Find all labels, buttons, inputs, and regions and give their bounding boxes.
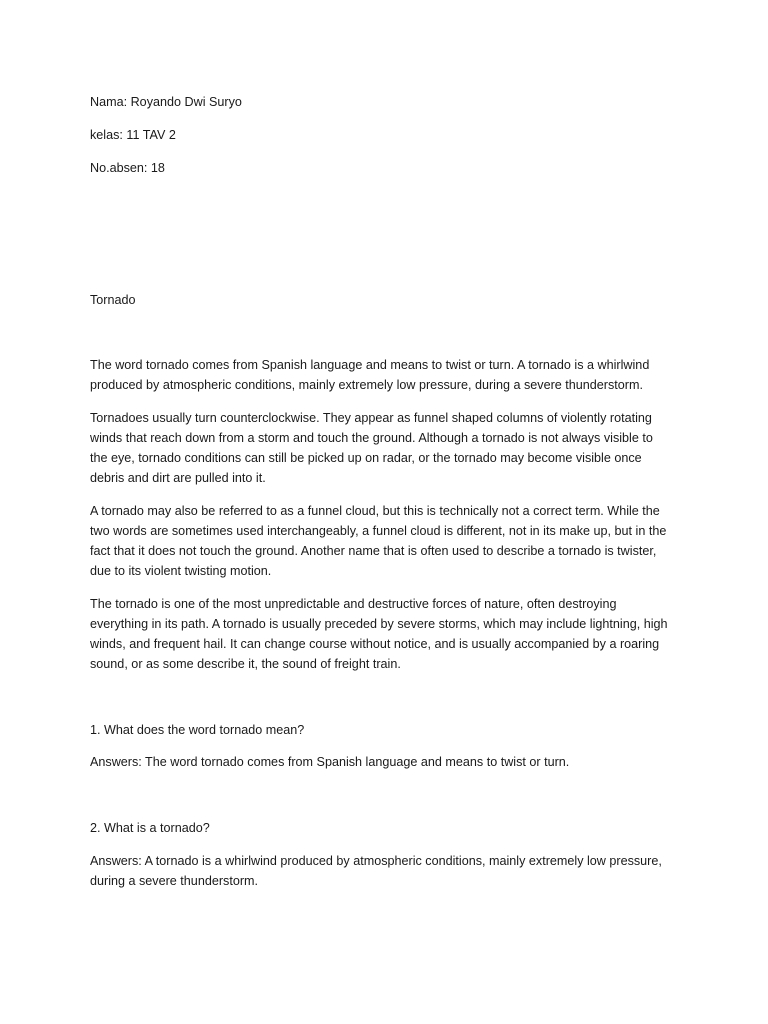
- paragraph-line: produced by atmospheric conditions, mainly extremely low pressure, during a severe thunderstorm.: [90, 378, 643, 392]
- answer-1: Answers: The word tornado comes from Spanish language and means to twist or turn.: [90, 755, 570, 769]
- paragraph-4: [90, 594, 690, 674]
- paragraph-line: due to its violent twisting motion.: [90, 564, 272, 578]
- paragraph-line: The word tornado comes from Spanish language and means to twist or turn. A tornado is a whirlwind: [90, 358, 650, 372]
- answer-line: during a severe thunderstorm.: [90, 874, 259, 888]
- question-1: 1. What does the word tornado mean?: [90, 723, 305, 737]
- paragraph-line: sound, or as some describe it, the sound of freight train.: [90, 657, 401, 671]
- paragraph-1: [90, 355, 690, 395]
- paragraph-line: the eye, tornado conditions can still be picked up on radar, or the tornado may become visible once: [90, 451, 642, 465]
- question-2: 2. What is a tornado?: [90, 821, 210, 835]
- paragraph-line: The tornado is one of the most unpredictable and destructive forces of nature, often destroying: [90, 597, 617, 611]
- answer-line: Answers: A tornado is a whirlwind produced by atmospheric conditions, mainly extremely low pressure,: [90, 854, 662, 868]
- paragraph-line: everything in its path. A tornado is usually preceded by severe storms, which may include lightning, high: [90, 617, 668, 631]
- paragraph-line: two words are sometimes used interchangeably, a funnel cloud is different, not in its make up, but in the: [90, 524, 667, 538]
- paragraph-line: winds, and frequent hail. It can change course without notice, and is usually accompanied by a roaring: [90, 637, 660, 651]
- paragraph-line: A tornado may also be referred to as a funnel cloud, but this is technically not a correct term. While the: [90, 504, 660, 518]
- paragraph-2: [90, 408, 690, 488]
- paragraph-line: winds that reach down from a storm and touch the ground. Although a tornado is not always visible to: [90, 431, 653, 445]
- answer-2: [90, 851, 690, 891]
- student-name: Nama: Royando Dwi Suryo: [90, 95, 242, 109]
- paragraph-3: [90, 501, 690, 581]
- paragraph-line: debris and dirt are pulled into it.: [90, 471, 266, 485]
- student-absence-number: No.absen: 18: [90, 161, 165, 175]
- paragraph-line: fact that it does not touch the ground. Another name that is often used to describe a tornado is twister,: [90, 544, 657, 558]
- document-title: Tornado: [90, 293, 136, 307]
- paragraph-line: Tornadoes usually turn counterclockwise. They appear as funnel shaped columns of violently rotating: [90, 411, 652, 425]
- student-class: kelas: 11 TAV 2: [90, 128, 176, 142]
